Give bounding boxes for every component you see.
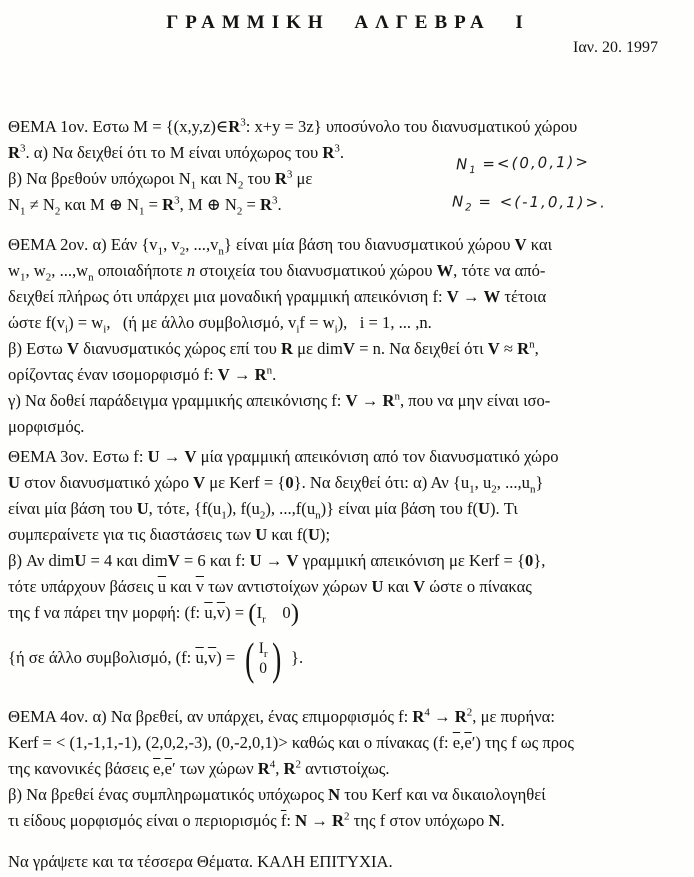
theme-1-paragraph: ΘΕΜΑ 1ον. Εστω $M = \{(x,y,z)\in R^3$: x+y = 3z} υποσύνολο του διανυσματικού χώρου $R^3$. α) Να δειχθεί ότι το M είναι υπόχωρος του $R^3$. β) Να βρεθούν υπόχωροι $N_1$ και $N_2$ του $R^3$ με $N_1 \ne N_2$ και M ⊕ $N_1 = R^3$, M ⊕ $N_2 = R^3$. xyxy=(8,116,578,218)
handwritten-note-n2: $N_2 = <(-1,0,1)>$. xyxy=(451,192,607,214)
theme-4-paragraph: ΘΕΜΑ 4ον. α) Να βρεθεί, αν υπάρχει, ένας επιμορφισμός f: $R^4 \to R^2$, με πυρήνα: Kerf = < (1,-1,1,-1), (2,0,2,-3), (0,-2,0,1)> καθώς και ο πίνακας (f: $\overline{e},\overline{e}'$) της f ως προς της κανονικές βάσεις $\overline{e},\overline{e}'$ των χώρων $R^4$, $R^2$ αντιστοίχως. β) Να βρεθεί ένας συμπληρωματικός υπόχωρος N του Kerf και να δικαιολογηθεί τι είδους μορφισμός είναι ο περιορισμός $\overline{f}$: $N \to R^2$ της f στον υπόχωρο N. xyxy=(8,706,574,830)
page-title: ΓΡΑΜΜΙΚΗ ΑΛΓΕΒΡΑ Ι xyxy=(166,12,530,33)
theme-2-paragraph: ΘΕΜΑ 2ον. α) Εάν {$v_1$, $v_2$, $...,v_n$} είναι μία βάση του διανυσματικού χώρου V και $w_1$, $w_2$, $...,w_n$ οποιαδήποτε n στοιχεία του διανυσματικού χώρου W, τότε να από- δειχθεί πλήρως ότι υπάρχει μια μοναδική γραμμική απεικόνιση f: V → W τέτοια ώστε $f(v_i) = w_i$, (ή με άλλο συμβολισμό, $v_if = w_i$), i = 1, ... ,n. β) Εστω V διανυσματικός χώρος επί του R με dimV = n. Να δειχθεί ότι $V \approx R^n$, ορίζοντας έναν ισομορφισμό f: $V \to R^n$. γ) Να δοθεί παράδειγμα γραμμικής απεικόνισης f: $V \to R^n$, που να μην είναι ισο- μορφισμός. xyxy=(8,235,553,436)
theme-3-paragraph: ΘΕΜΑ 3ον. Εστω f: U → V μία γραμμική απεικόνιση από τον διανυσματικό χώρο U στον διανυσματικό χώρο V με Kerf = {0}. Να δειχθεί ότι: α) Αν {$u_1$, $u_2$, $...,u_n$} είναι μία βάση του U, τότε, {$f(u_1)$, $f(u_2)$, $...,f(u_n)$} είναι μία βάση του f(U). Τι συμπεραίνετε για τις διαστάσεις των U και f(U); β) Αν dimU = 4 και dimV = 6 και f: U → V γραμμική απεικόνιση με Kerf = {0}, τότε υπάρχουν βάσεις $\overline{u}$ και $\overline{v}$ των αντιστοίχων χώρων U και V ώστε ο πίνακας της f να πάρει την μορφή: (f: $\overline{u},\overline{v}) = (I_r$ 0) xyxy=(8,447,559,627)
theme-3-alt-notation-formula: {ή σε άλλο συμβολισμό, (f: $\overline{u},\overline{v}$) = ( $I_r$ 0 ) }. xyxy=(8,633,304,685)
closing-instruction: Να γράψετε και τα τέσσερα Θέματα. ΚΑΛΗ ΕΠΙΤΥΧΙΑ. xyxy=(8,852,393,871)
exam-date: Ιαν. 20. 1997 xyxy=(573,39,658,56)
handwritten-note-n1: $N_1 =<(0,0,1)>$ xyxy=(455,152,591,177)
